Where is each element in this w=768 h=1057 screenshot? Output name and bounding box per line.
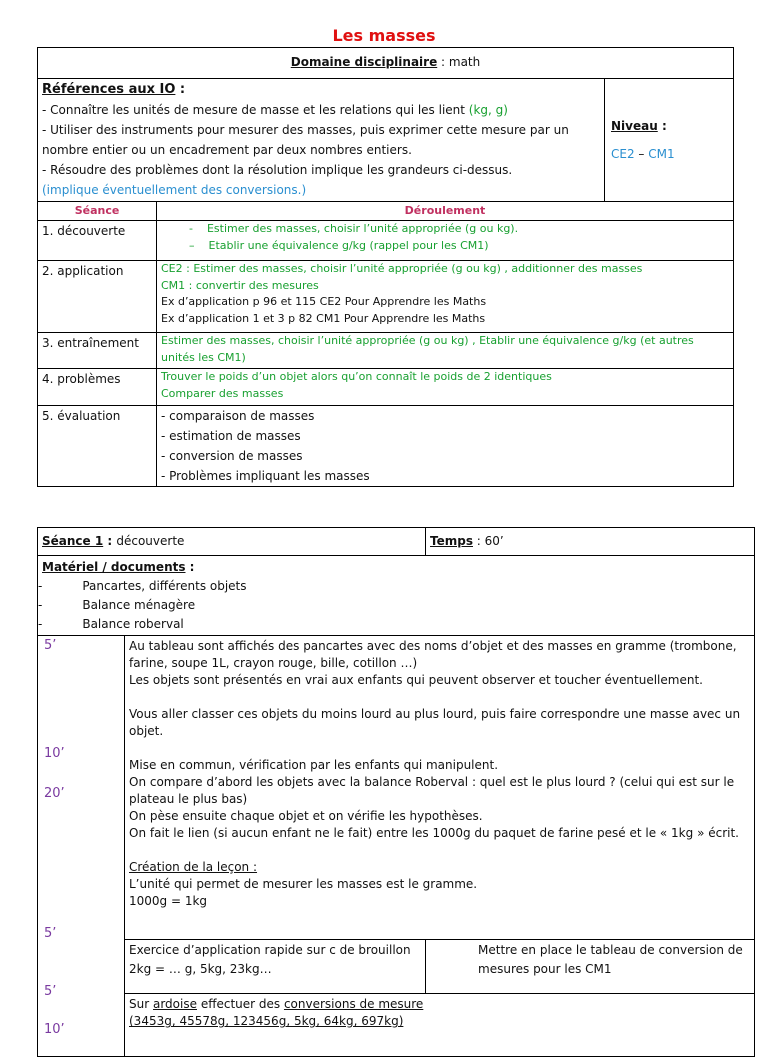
time-mark: 10’: [44, 1022, 65, 1037]
seance1-label: Séance 1: [42, 534, 104, 548]
session-name: 1. découverte: [38, 221, 157, 261]
seance-header: Séance: [38, 202, 157, 221]
session-content: - comparaison de masses - estimation de masses - conversion de masses - Problèmes impliquant les masses: [157, 406, 734, 487]
session-content: [157, 221, 734, 261]
overview-table: [37, 47, 734, 487]
seance1-table: [37, 527, 755, 1057]
deroulement-header: Déroulement: [157, 202, 734, 221]
domain-label: Domaine disciplinaire: [290, 55, 438, 69]
list-item: - Balance roberval: [38, 617, 184, 631]
ardoise-cell: Sur ardoise effectuer des conversions de mesure (3453g, 45578g, 123456g, 5kg, 64kg, 697kg): [125, 994, 755, 1057]
session-name: 5. évaluation: [38, 406, 157, 487]
time-column: [38, 636, 125, 1057]
list-item: – Etablir une équivalence g/kg (rappel pour les CM1): [189, 238, 489, 252]
tableau-cell: Mettre en place le tableau de conversion de mesures pour les CM1: [426, 939, 755, 993]
niveau-ce2: CE2: [611, 147, 635, 161]
session-name: 3. entraînement: [38, 333, 157, 369]
session-content: Estimer des masses, choisir l’unité appropriée (g ou kg) , Etablir une équivalence g/kg (et autres unités les CM1): [157, 333, 734, 369]
list-item: - Estimer des masses, choisir l’unité appropriée (g ou kg).: [189, 222, 519, 235]
page-title: Les masses: [332, 26, 436, 45]
references-cell: Références aux IO : - Connaître les unités de mesure de masse et les relations qui les lient (kg, g) - Utiliser des instruments pour mesurer des masses, puis exprimer cette mesure par un nombre entier ou un encadrement par deux nombres entiers. - Résoudre des problèmes dont la résolution implique les grandeurs ci-dessus. (implique éventuellement des conversions.): [38, 79, 605, 202]
niveau-cm1: CM1: [648, 147, 675, 161]
temps-cell: Temps : 60’: [426, 528, 755, 556]
reference-line: - Connaître les unités de mesure de masse et les relations qui les lient (kg, g): [42, 103, 508, 117]
domain-row: Domaine disciplinaire : math: [38, 48, 734, 79]
session-name: 2. application: [38, 261, 157, 333]
reference-line: - Résoudre des problèmes dont la résolution implique les grandeurs ci-dessus.: [42, 163, 513, 177]
time-mark: 5’: [44, 638, 57, 653]
domain-value: math: [448, 55, 481, 69]
exercice-cell: Exercice d’application rapide sur c de brouillon 2kg = … g, 5kg, 23kg…: [125, 939, 426, 993]
activity-block: Au tableau sont affichés des pancartes avec des noms d’objet et des masses en gramme (trombone, farine, soupe 1L, crayon rouge, bille, cotillon …) Les objets sont présentés en vrai aux enfants qui peuvent observer et toucher éventuellement. Vous aller classer ces objets du moins lourd au plus lourd, puis faire correspondre une masse avec un objet. Mise en commun, vérification par les enfants qui manipulent. On compare d’abord les objets avec la balance Roberval : quel est le plus lourd ? (celui qui est sur le plateau le plus bas) On pèse ensuite chaque objet et on vérifie les hypothèses. On fait le lien (si aucun enfant ne le fait) entre les 1000g du paquet de farine pesé et le « 1kg » écrit. Création de la leçon : L’unité qui permet de mesurer les masses est le gramme. 1000g = 1kg: [125, 636, 755, 940]
temps-label: Temps: [430, 534, 473, 548]
session-content: CE2 : Estimer des masses, choisir l’unité appropriée (g ou kg) , additionner des masses CM1 : convertir des mesures Ex d’application p 96 et 115 CE2 Pour Apprendre les Maths Ex d’application 1 et 3 p 82 CM1 Pour Apprendre les Maths: [157, 261, 734, 333]
materiel-cell: Matériel / documents : - Pancartes, différents objets - Balance ménagère - Balance roberval: [38, 556, 755, 636]
lecon-title: Création de la leçon :: [129, 860, 258, 874]
list-item: - Pancartes, différents objets: [38, 579, 247, 593]
materiel-label: Matériel / documents: [42, 560, 186, 574]
references-label: Références aux IO: [42, 82, 176, 97]
seance1-title-cell: Séance 1 : découverte: [38, 528, 426, 556]
time-mark: 5’: [44, 926, 57, 941]
niveau-label: Niveau: [611, 119, 658, 133]
time-mark: 20’: [44, 786, 65, 801]
time-mark: 5’: [44, 984, 57, 999]
list-item: - Balance ménagère: [38, 598, 196, 612]
session-name: 4. problèmes: [38, 369, 157, 406]
seance1-value: découverte: [116, 534, 185, 548]
reference-line: (implique éventuellement des conversions.): [42, 183, 307, 197]
niveau-cell: Niveau : CE2 – CM1: [605, 79, 734, 202]
reference-line: - Utiliser des instruments pour mesurer des masses, puis exprimer cette mesure par un nombre entier ou un encadrement par deux nombres entiers.: [42, 123, 569, 157]
temps-value: 60’: [484, 534, 504, 548]
time-mark: 10’: [44, 746, 65, 761]
session-content: Trouver le poids d’un objet alors qu’on connaît le poids de 2 identiques Comparer des masses: [157, 369, 734, 406]
